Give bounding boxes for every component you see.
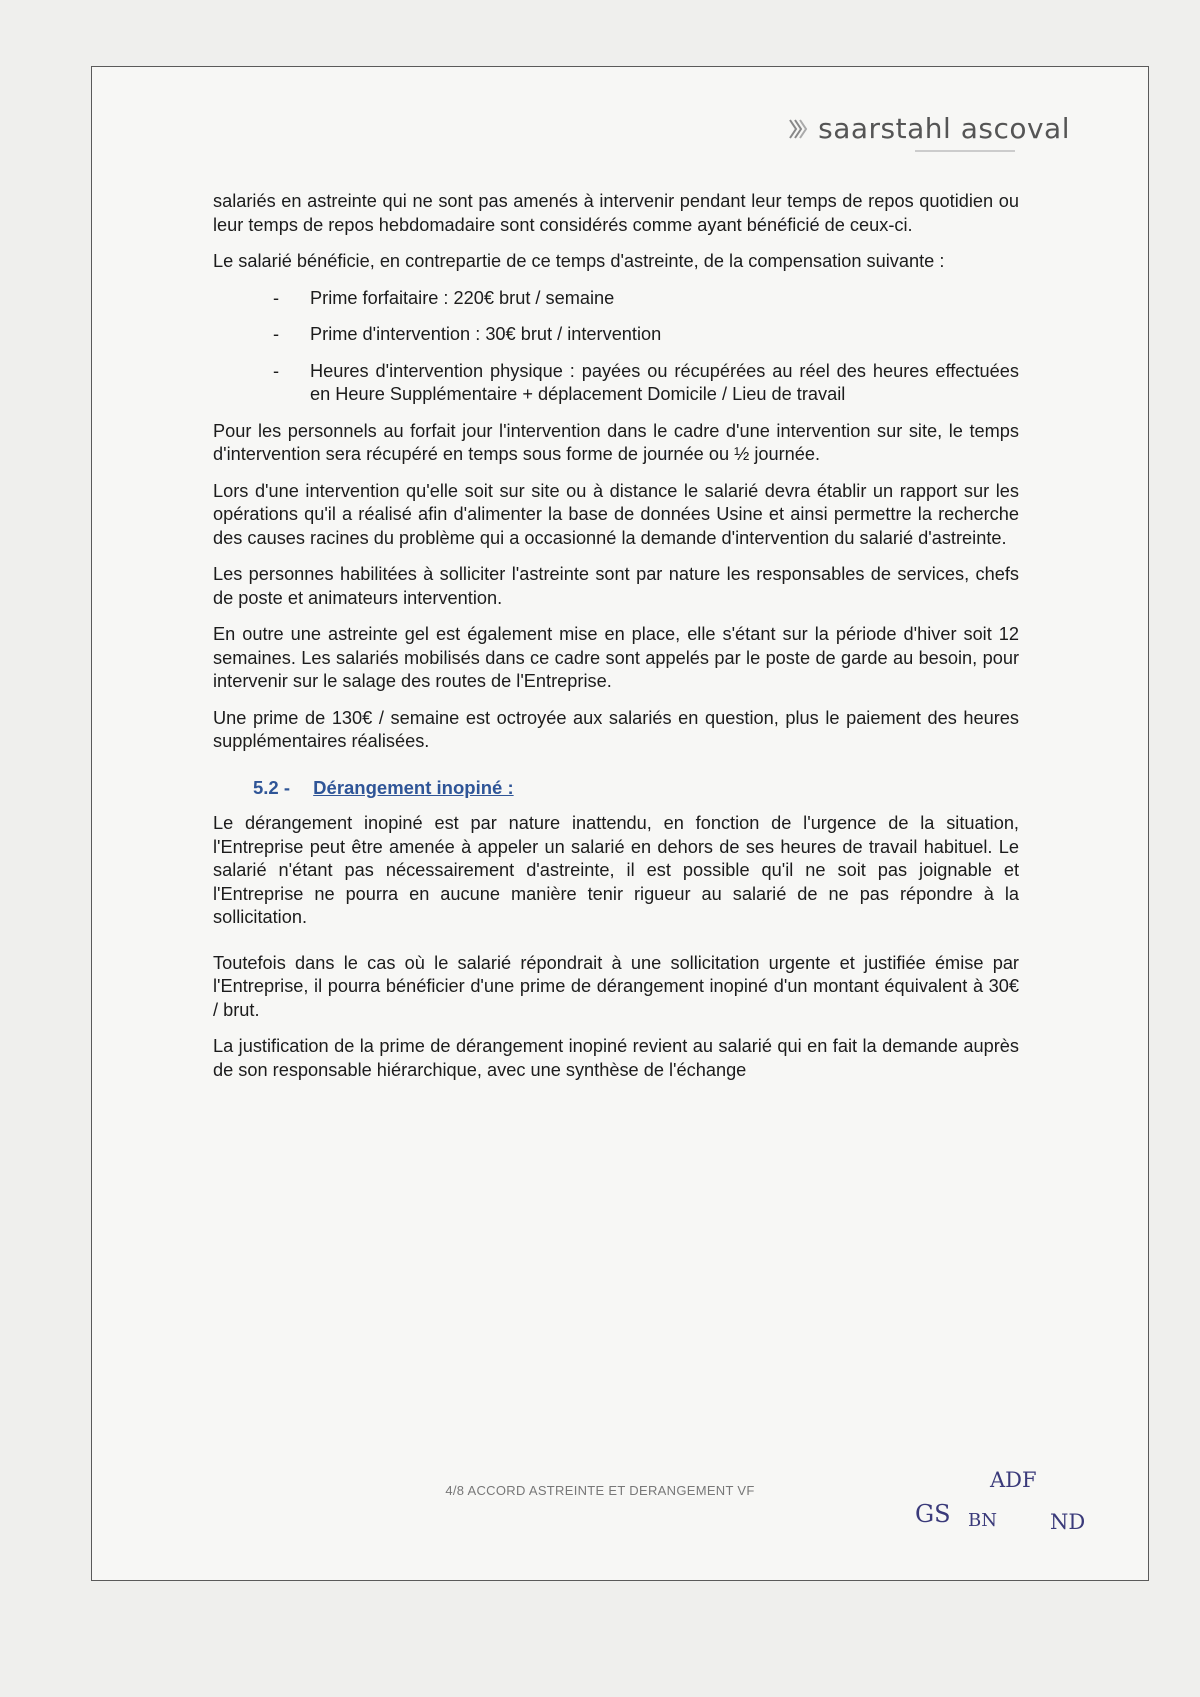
logo-tagline — [915, 150, 1015, 152]
logo-text: saarstahl ascoval — [818, 112, 1070, 145]
list-item — [213, 323, 1019, 347]
handwritten-initials: BN — [968, 1510, 997, 1531]
handwritten-initials: ADF — [990, 1468, 1037, 1492]
handwritten-initials: GS — [915, 1500, 951, 1528]
section-title: Dérangement inopiné : — [313, 776, 514, 798]
company-logo — [788, 112, 1070, 145]
paragraph: En outre une astreinte gel est également mise en place, elle s'étant sur la période d'hiver soit 12 semaines. Les salariés mobilisés dans ce cadre sont appelés par le poste de garde au besoin, pour intervenir sur le salage des routes de l'Entreprise. — [213, 624, 1019, 691]
paragraph: Le salarié bénéficie, en contrepartie de ce temps d'astreinte, de la compensation suivante : — [213, 251, 945, 271]
paragraph: salariés en astreinte qui ne sont pas amenés à intervenir pendant leur temps de repos quotidien ou leur temps de repos hebdomadaire sont considérés comme ayant bénéficié de ceux-ci. — [213, 191, 1019, 235]
paragraph: Toutefois dans le cas où le salarié répondrait à une sollicitation urgente et justifiée émise par l'Entreprise, il pourra bénéficier d'une prime de dérangement inopiné d'un montant équivalent à 30€ / brut. — [213, 952, 1019, 1020]
handwritten-initials: ND — [1050, 1510, 1086, 1534]
list-item-text: Heures d'intervention physique : payées ou récupérées au réel des heures effectuées en Heure Supplémentaire + déplacement Domicile / Lieu de travail — [310, 360, 1019, 404]
paragraph: Les personnes habilitées à solliciter l'astreinte sont par nature les responsables de services, chefs de poste et animateurs intervention. — [213, 564, 1019, 608]
section-heading — [213, 776, 1019, 800]
logo-mark-icon — [788, 116, 810, 142]
bullet-marker: - — [273, 324, 280, 344]
page-footer: 4/8 ACCORD ASTREINTE ET DERANGEMENT VF — [445, 1483, 755, 1498]
compensation-list — [213, 287, 1019, 407]
paragraph: Une prime de 130€ / semaine est octroyée aux salariés en question, plus le paiement des heures supplémentaires réalisées. — [213, 707, 1019, 751]
list-item — [213, 287, 1019, 311]
list-item — [213, 360, 1019, 407]
bullet-marker: - — [273, 360, 280, 381]
section-number: 5.2 - — [253, 776, 291, 798]
paragraph: Pour les personnels au forfait jour l'intervention dans le cadre d'une intervention sur site, le temps d'intervention sera récupéré en temps sous forme de journée ou ½ journée. — [213, 420, 1019, 464]
paragraph: Le dérangement inopiné est par nature inattendu, en fonction de l'urgence de la situation, l'Entreprise peut être amenée à appeler un salarié en dehors de ses heures de travail habituel. Le salarié n'étant pas nécessairement d'astreinte, il est possible qu'il ne soit pas joignable et l'Entreprise ne pourra en aucune manière tenir rigueur au salarié de ne pas répondre à la sollicitation. — [213, 813, 1019, 927]
paragraph: La justification de la prime de dérangement inopiné revient au salarié qui en fait la demande auprès de son responsable hiérarchique, avec une synthèse de l'échange — [213, 1036, 1019, 1080]
paragraph: Lors d'une intervention qu'elle soit sur site ou à distance le salarié devra établir un rapport sur les opérations qu'il a réalisé afin d'alimenter la base de données Usine et ainsi permettre la recherche des causes racines du problème qui a occasionné la demande d'intervention du salarié d'astreinte. — [213, 480, 1019, 548]
document-body — [213, 190, 1019, 1095]
list-item-text: Prime forfaitaire : 220€ brut / semaine — [310, 287, 615, 308]
bullet-marker: - — [273, 287, 280, 308]
list-item-text: Prime d'intervention : 30€ brut / intervention — [310, 324, 662, 344]
